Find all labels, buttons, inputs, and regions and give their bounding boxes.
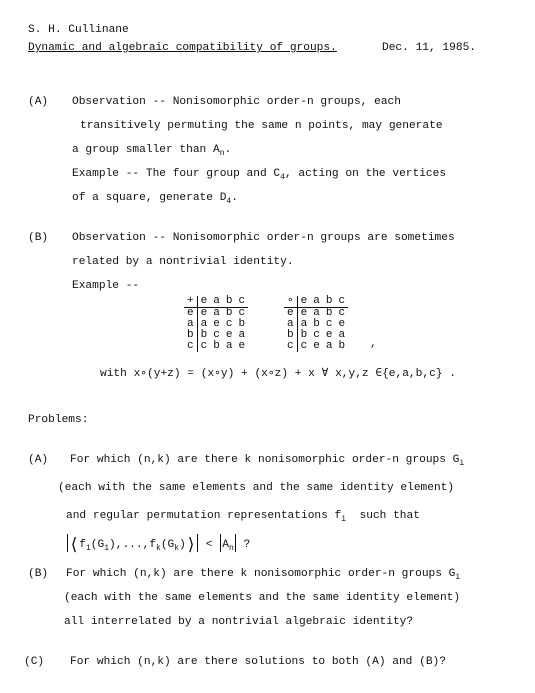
table-cell: e <box>297 296 310 308</box>
observation-b-line2: related by a nontrivial identity. <box>72 256 294 268</box>
author-line: S. H. Cullinane <box>28 24 129 36</box>
table-cell: a <box>210 296 223 308</box>
table-cell: c <box>225 318 233 330</box>
table-cell: + <box>184 296 197 308</box>
problem-a-line1: For which (n,k) are there k nonisomorphic order-n groups $G_i$ <box>70 454 465 468</box>
observation-b-line1: Observation -- Nonisomorphic order-n groups are sometimes <box>72 232 455 244</box>
table-cell: a <box>184 319 197 330</box>
problem-a-label: (A) <box>28 454 49 466</box>
problems-heading: Problems: <box>28 414 89 426</box>
problem-b-label: (B) <box>28 568 49 580</box>
observation-b-label: (B) <box>28 232 49 244</box>
problem-b-line2: (each with the same elements and the same identity element) <box>64 592 461 604</box>
table-cell: e <box>238 340 246 352</box>
table-cell: e <box>313 340 320 352</box>
table-cell: a <box>284 319 297 330</box>
table-cell: b <box>338 340 346 352</box>
table-cell: e <box>338 318 346 330</box>
table-row <box>284 341 348 352</box>
table-cell: e <box>225 329 233 341</box>
observation-b-example-label: Example -- <box>72 280 140 292</box>
problem-b-line3: all interrelated by a nontrivial algebraic identity? <box>64 616 414 628</box>
table-cell: ∘ <box>284 296 297 308</box>
observation-a-example-line1: Example -- The four group and $C_4$, acting on the vertices <box>72 168 447 182</box>
table-cell: b <box>223 296 236 308</box>
problem-c-line1: For which (n,k) are there solutions to both (A) and (B)? <box>70 656 446 668</box>
table-cell: e <box>325 329 333 341</box>
table-cell: c <box>284 341 297 352</box>
table-cell: a <box>225 340 233 352</box>
problem-b-line1: For which (n,k) are there k nonisomorphic order-n groups $G_i$ <box>66 568 461 582</box>
observation-a-line3: a group smaller than $A_n$. <box>72 144 232 158</box>
table-cell: b <box>213 340 220 352</box>
table-cell: c <box>200 340 208 352</box>
table-cell: a <box>310 296 323 308</box>
table-cell: b <box>325 307 333 319</box>
table-cell: a <box>313 307 320 319</box>
table-cell: c <box>325 318 333 330</box>
table-cell: b <box>184 330 197 341</box>
table-cell: a <box>325 340 333 352</box>
table-cell: c <box>238 307 246 319</box>
table-cell: c <box>338 307 346 319</box>
table-cell: e <box>284 308 297 320</box>
table-cell: a <box>300 318 308 330</box>
table-cell: c <box>335 296 348 308</box>
table-row <box>184 341 248 352</box>
table-cell: e <box>200 307 208 319</box>
document-date: Dec. 11, 1985. <box>382 42 476 54</box>
table-cell: a <box>213 307 220 319</box>
identity-equation: with x∘(y+z) = (x∘y) + (x∘z) + x ∀ x,y,z ∈{e,a,b,c} . <box>100 368 456 380</box>
problem-a-line2: (each with the same elements and the same identity element) <box>58 482 455 494</box>
composition-table <box>284 296 348 352</box>
observation-a-label: (A) <box>28 96 49 108</box>
table-cell: a <box>338 329 346 341</box>
table-cell: b <box>238 318 246 330</box>
table-cell: b <box>284 330 297 341</box>
table-cell: b <box>225 307 233 319</box>
problem-a-formula: $⟨f_1(G_1),...,f_k(G_k)⟩ < A_n$ ? <box>66 534 250 553</box>
table-cell: c <box>313 329 320 341</box>
table-cell: a <box>200 318 208 330</box>
table-cell: b <box>313 318 320 330</box>
table-cell: b <box>200 329 208 341</box>
table-row <box>284 296 348 308</box>
table-cell: e <box>213 318 220 330</box>
addition-table <box>184 296 248 352</box>
table-cell: b <box>323 296 336 308</box>
table-cell: e <box>197 296 210 308</box>
problem-a-line3: and regular permutation representations $f_i$ such that <box>66 510 420 524</box>
table-cell: c <box>235 296 248 308</box>
observation-a-example-line2: of a square, generate $D_4$. <box>72 192 238 206</box>
table-cell: e <box>300 307 308 319</box>
observation-a-line1: Observation -- Nonisomorphic order-n groups, each <box>72 96 401 108</box>
table-cell: c <box>184 341 197 352</box>
table-cell: c <box>300 340 308 352</box>
document-title: Dynamic and algebraic compatibility of groups. <box>28 42 337 54</box>
table-trailing-comma: , <box>370 338 377 350</box>
observation-a-line2: transitively permuting the same n points, may generate <box>80 120 443 132</box>
table-cell: a <box>238 329 246 341</box>
table-cell: c <box>213 329 220 341</box>
table-cell: e <box>184 308 197 320</box>
table-cell: b <box>300 329 308 341</box>
table-row <box>184 296 248 308</box>
problem-c-label: (C) <box>24 656 45 668</box>
